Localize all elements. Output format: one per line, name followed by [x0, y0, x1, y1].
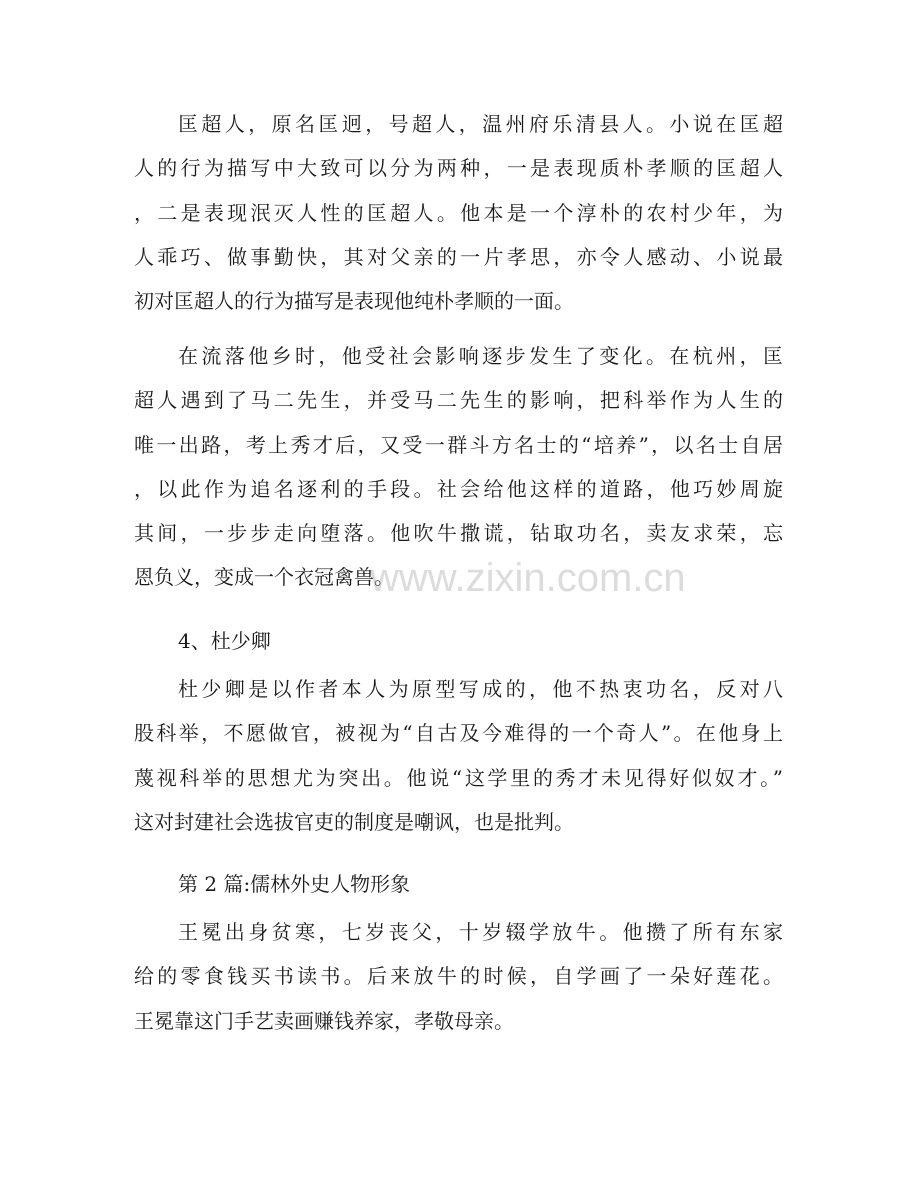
text-line: 王冕靠这门手艺卖画赚钱养家，孝敬母亲。	[134, 1008, 514, 1033]
text-line: 人的行为描写中大致可以分为两种，一是表现质朴孝顺的匡超人	[134, 156, 783, 181]
text-line: 匡超人，原名匡迥，号超人，温州府乐清县人。小说在匡超	[178, 112, 783, 136]
watermark: www.zixin.com.cn	[370, 556, 686, 600]
text-line: 蔑视科举的思想尤为突出。他说“这学里的秀才未见得好似奴才。”	[134, 765, 783, 790]
text-line: 这对封建社会选拔官吏的制度是嘲讽，也是批判。	[134, 809, 574, 834]
paragraph-kuang-chaoren-change	[134, 334, 783, 600]
text-line: 人乖巧、做事勤快，其对父亲的一片孝思，亦令人感动、小说最	[134, 244, 783, 269]
text-line: ，二是表现泯灭人性的匡超人。他本是一个淳朴的农村少年，为	[134, 200, 783, 225]
text-line: 唯一出路，考上秀才后，又受一群斗方名士的“培养”，以名士自居	[134, 432, 783, 457]
text-line: 股科举，不愿做官，被视为“自古及今难得的一个奇人”。在他身上	[134, 721, 783, 746]
paragraph-wang-mian	[134, 910, 783, 1043]
paragraph-kuang-chaoren	[134, 102, 783, 323]
heading-text: 4、杜少卿	[178, 629, 271, 653]
text-line: 其间，一步步走向堕落。他吹牛撒谎，钻取功名，卖友求荣，忘	[134, 521, 783, 546]
text-line: 初对匡超人的行为描写是表现他纯朴孝顺的一面。	[134, 289, 574, 314]
text-line: 给的零食钱买书读书。后来放牛的时候，自学画了一朵好莲花。	[134, 964, 783, 989]
text-line: 杜少卿是以作者本人为原型写成的，他不热衷功名，反对八	[178, 677, 783, 701]
heading-text: 第 2 篇:儒林外史人物形象	[178, 872, 411, 896]
section-heading-part-2	[134, 862, 783, 906]
section-heading-du-shaoqing	[134, 619, 783, 663]
paragraph-du-shaoqing	[134, 667, 783, 844]
text-line: ，以此作为追名逐利的手段。社会给他这样的道路，他巧妙周旋	[134, 476, 783, 501]
text-line: 超人遇到了马二先生，并受马二先生的影响，把科举作为人生的	[134, 388, 783, 413]
text-line: 王冕出身贫寒，七岁丧父，十岁辍学放牛。他攒了所有东家	[178, 920, 783, 944]
text-line: 恩负义，变成一个衣冠禽兽。	[134, 565, 394, 590]
text-line: 在流落他乡时，他受社会影响逐步发生了变化。在杭州，匡	[178, 344, 783, 368]
